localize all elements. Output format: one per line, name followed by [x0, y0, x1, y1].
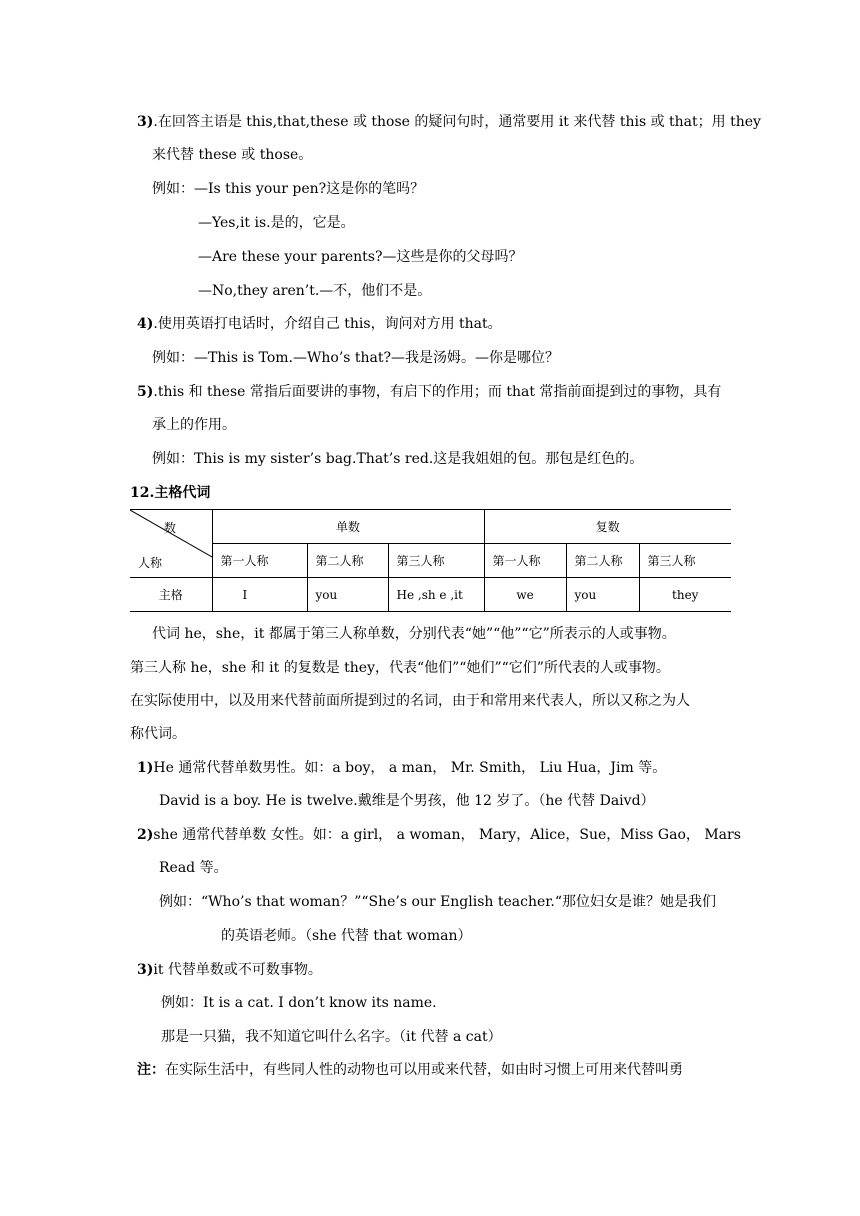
example-line: 例如：—Is this your pen?这是你的笔吗？	[152, 181, 425, 197]
item-3-line	[137, 112, 761, 132]
item-3-line-2: 来代替 these 或 those。	[152, 147, 313, 163]
header-plural: 复数	[484, 510, 731, 544]
item-text: she 通常代替单数 女性。如：a girl， a woman， Mary，Alice，Sue，Miss Gao， Mars	[153, 827, 741, 843]
item-number: 1)	[137, 760, 154, 776]
note-text: 在实际生活中，有些同人性的动物也可以用或来代替，如由时习惯上可用来代替叫勇	[165, 1062, 683, 1078]
corner-label-person: 人称	[138, 556, 163, 570]
header-person: 第一人称	[484, 544, 566, 578]
header-person: 第三人称	[639, 544, 731, 578]
example-line: David is a boy. He is twelve.戴维是个男孩，他 12 岁了。（he 代替 Daivd）	[159, 793, 655, 809]
example-line: 例如：—This is Tom.—Who’s that?—我是汤姆。—你是哪位？	[152, 350, 560, 366]
example-line: 那是一只猫，我不知道它叫什么名字。（it 代替 a cat）	[161, 1029, 502, 1045]
table-cell: He ,sh e ,it	[388, 578, 484, 612]
example-line: 的英语老师。（she 代替 that woman）	[221, 928, 472, 944]
example-line: —No,they aren’t.—不，他们不是。	[198, 283, 432, 299]
item-number: 2)	[137, 827, 154, 843]
example-line: —Are these your parents?—这些是你的父母吗？	[198, 249, 523, 265]
row-label: 主格	[130, 578, 212, 612]
paragraph-line: 在实际使用中，以及用来代替前面所提到过的名词，由于和常用来代表人，所以又称之为人	[130, 693, 690, 709]
example-line: —Yes,it is.是的，它是。	[198, 215, 355, 231]
header-person: 第二人称	[566, 544, 639, 578]
note-label: 注：	[137, 1062, 165, 1078]
header-singular: 单数	[212, 510, 484, 544]
paragraph-line: 第三人称 he，she 和 it 的复数是 they，代表“他们”“她们”“它们”所代表的人或事物。	[130, 660, 670, 676]
pronoun-table	[130, 509, 731, 612]
table-corner-cell	[130, 510, 212, 578]
item-line-2: Read 等。	[159, 860, 228, 876]
item-number: 5)	[137, 384, 154, 400]
header-person: 第一人称	[212, 544, 307, 578]
item-number: 3)	[137, 962, 154, 978]
corner-label-number: 数	[164, 521, 177, 535]
paragraph-line: 代词 he，she，it 都属于第三人称单数，分别代表“她”“他”“它”所表示的人或事物。	[152, 626, 676, 642]
list-item	[137, 960, 322, 980]
table-cell: they	[639, 578, 731, 612]
table-cell: you	[566, 578, 639, 612]
note-line	[137, 1060, 683, 1080]
item-5-line	[137, 382, 721, 402]
item-5-line-2: 承上的作用。	[152, 417, 236, 433]
item-text: .使用英语打电话时，介绍自己 this，询问对方用 that。	[153, 316, 502, 332]
example-line: 例如：This is my sister’s bag.That’s red.这是我姐姐的包。那包是红色的。	[152, 451, 644, 467]
item-text: it 代替单数或不可数事物。	[153, 962, 322, 978]
example-line: 例如：“Who’s that woman？”“She’s our English teacher.“那位妇女是谁？她是我们	[159, 894, 717, 910]
item-number: 4)	[137, 316, 154, 332]
list-item	[137, 825, 741, 845]
section-heading: 12.主格代词	[130, 485, 211, 501]
table-cell: we	[484, 578, 566, 612]
table-cell: I	[212, 578, 307, 612]
header-person: 第二人称	[307, 544, 388, 578]
header-person: 第三人称	[388, 544, 484, 578]
paragraph-line: 称代词。	[130, 726, 186, 742]
example-line: 例如：It is a cat. I don’t know its name.	[161, 995, 437, 1011]
item-number: 3)	[137, 114, 154, 130]
item-4-line	[137, 314, 502, 334]
item-text: He 通常代替单数男性。如：a boy， a man， Mr. Smith， Liu Hua，Jim 等。	[153, 760, 667, 776]
item-text: .在回答主语是 this,that,these 或 those 的疑问句时，通常要用 it 来代替 this 或 that；用 they	[153, 114, 761, 130]
table-cell: you	[307, 578, 388, 612]
list-item	[137, 758, 666, 778]
item-text: .this 和 these 常指后面要讲的事物，有启下的作用；而 that 常指前面提到过的事物，具有	[153, 384, 722, 400]
